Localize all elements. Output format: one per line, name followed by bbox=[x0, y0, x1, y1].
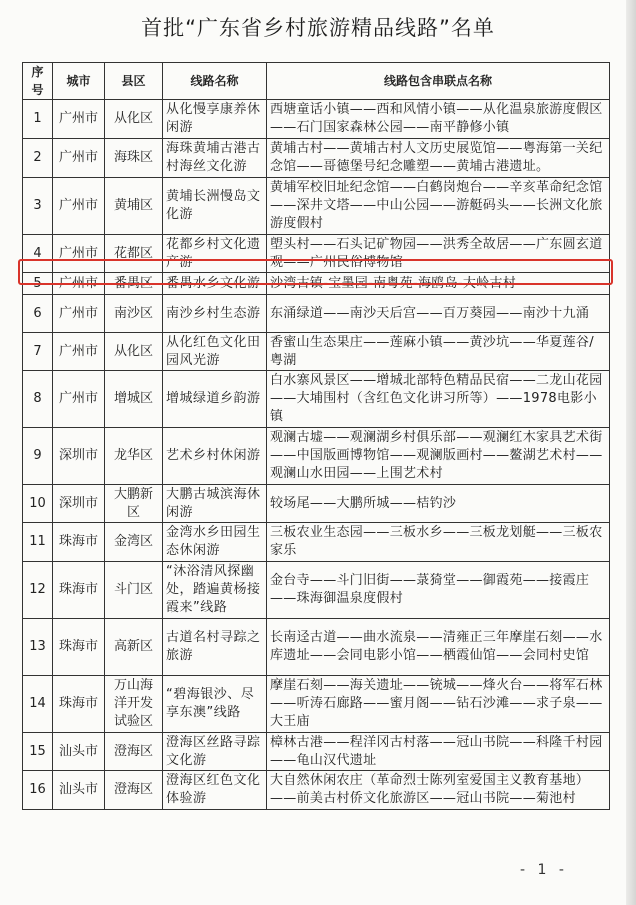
row-route-name: 从化红色文化田园风光游 bbox=[163, 333, 267, 371]
row-route-name: 花都乡村文化遗产游 bbox=[163, 235, 267, 273]
row-route-name: 海珠黄埔古港古村海丝文化游 bbox=[163, 139, 267, 178]
row-city: 珠海市 bbox=[53, 523, 105, 562]
row-route-name: 澄海区红色文化体验游 bbox=[163, 771, 267, 810]
row-city: 汕头市 bbox=[53, 733, 105, 771]
row-district: 龙华区 bbox=[105, 428, 163, 485]
row-city: 珠海市 bbox=[53, 676, 105, 733]
row-district: 番禺区 bbox=[105, 273, 163, 295]
row-district: 从化区 bbox=[105, 333, 163, 371]
row-number: 5 bbox=[23, 273, 53, 295]
page-number: - 1 - bbox=[520, 862, 568, 878]
row-route-points: 黄埔军校旧址纪念馆——白鹤岗炮台——辛亥革命纪念馆——深井文塔——中山公园——游艇码头——长洲文化旅游度假村 bbox=[267, 178, 610, 235]
row-district: 澄海区 bbox=[105, 733, 163, 771]
row-district: 黄埔区 bbox=[105, 178, 163, 235]
row-number: 11 bbox=[23, 523, 53, 562]
row-route-name: 澄海区丝路寻踪文化游 bbox=[163, 733, 267, 771]
row-route-points: 东涌绿道——南沙天后宫——百万葵园——南沙十九涌 bbox=[267, 295, 610, 333]
row-number: 3 bbox=[23, 178, 53, 235]
table-row bbox=[23, 371, 610, 428]
table-row bbox=[23, 295, 610, 333]
row-city: 广州市 bbox=[53, 100, 105, 139]
row-5-highlight-box bbox=[18, 259, 613, 285]
table-row bbox=[23, 485, 610, 523]
table-row bbox=[23, 523, 610, 562]
row-route-points: 金台寺——斗门旧街——菉猗堂——御霞苑——接霞庄——珠海御温泉度假村 bbox=[267, 562, 610, 619]
row-district: 金湾区 bbox=[105, 523, 163, 562]
row-number: 1 bbox=[23, 100, 53, 139]
row-number: 6 bbox=[23, 295, 53, 333]
row-city: 深圳市 bbox=[53, 485, 105, 523]
table-body bbox=[23, 100, 610, 810]
row-district: 海珠区 bbox=[105, 139, 163, 178]
row-district: 从化区 bbox=[105, 100, 163, 139]
table-row bbox=[23, 139, 610, 178]
row-number: 12 bbox=[23, 562, 53, 619]
table-row bbox=[23, 333, 610, 371]
row-number: 13 bbox=[23, 619, 53, 676]
row-number: 14 bbox=[23, 676, 53, 733]
row-number: 16 bbox=[23, 771, 53, 810]
row-route-points: 塱头村——石头记矿物园——洪秀全故居——广东圆玄道观——广州民俗博物馆 bbox=[267, 235, 610, 273]
route-list-table bbox=[22, 62, 610, 810]
row-city: 广州市 bbox=[53, 178, 105, 235]
row-route-name: “碧海银沙、尽享东澳”线路 bbox=[163, 676, 267, 733]
paper-edge-shadow bbox=[626, 0, 636, 905]
row-route-points: 香蜜山生态果庄——莲麻小镇——黄沙坑——华夏莲谷/粤湖 bbox=[267, 333, 610, 371]
row-route-name: 金湾水乡田园生态休闲游 bbox=[163, 523, 267, 562]
row-route-points: 樟林古港——程洋冈古村落——冠山书院——科隆千村园——龟山汉代遗址 bbox=[267, 733, 610, 771]
table-row bbox=[23, 771, 610, 810]
row-district: 澄海区 bbox=[105, 771, 163, 810]
row-district: 高新区 bbox=[105, 619, 163, 676]
row-district: 大鹏新区 bbox=[105, 485, 163, 523]
table-row bbox=[23, 733, 610, 771]
table-row bbox=[23, 428, 610, 485]
row-route-points: 大自然休闲农庄（革命烈士陈列室爱国主义教育基地）——前美古村侨文化旅游区——冠山书院——菊池村 bbox=[267, 771, 610, 810]
row-district: 花都区 bbox=[105, 235, 163, 273]
row-city: 深圳市 bbox=[53, 428, 105, 485]
row-route-name: “沐浴清风探幽处，踏遍黄杨接霞来”线路 bbox=[163, 562, 267, 619]
row-city: 珠海市 bbox=[53, 619, 105, 676]
row-number: 7 bbox=[23, 333, 53, 371]
row-route-name: 增城绿道乡韵游 bbox=[163, 371, 267, 428]
row-route-name: 从化慢享康养休闲游 bbox=[163, 100, 267, 139]
row-route-name: 古道名村寻踪之旅游 bbox=[163, 619, 267, 676]
row-route-points: 沙湾古镇-宝墨园-南粤苑-海鸥岛-大岭古村 bbox=[267, 273, 610, 295]
table-row bbox=[23, 562, 610, 619]
row-route-name: 番禺水乡文化游 bbox=[163, 273, 267, 295]
row-route-name: 大鹏古城滨海休闲游 bbox=[163, 485, 267, 523]
header-route-name: 线路名称 bbox=[163, 63, 267, 100]
row-number: 2 bbox=[23, 139, 53, 178]
row-district: 斗门区 bbox=[105, 562, 163, 619]
row-number: 9 bbox=[23, 428, 53, 485]
row-route-points: 西塘童话小镇——西和风情小镇——从化温泉旅游度假区——石门国家森林公园——南平静修小镇 bbox=[267, 100, 610, 139]
table-header-row bbox=[23, 63, 610, 100]
row-number: 4 bbox=[23, 235, 53, 273]
row-route-points: 较场尾——大鹏所城——桔钓沙 bbox=[267, 485, 610, 523]
header-district: 县区 bbox=[105, 63, 163, 100]
row-number: 15 bbox=[23, 733, 53, 771]
row-route-points: 白水寨风景区——增城北部特色精品民宿——二龙山花园——大埔围村（含红色文化讲习所等）——1978电影小镇 bbox=[267, 371, 610, 428]
row-route-points: 三板农业生态园——三板水乡——三板龙划艇——三板农家乐 bbox=[267, 523, 610, 562]
row-city: 广州市 bbox=[53, 371, 105, 428]
page-title: 首批“广东省乡村旅游精品线路”名单 bbox=[141, 16, 495, 40]
row-route-points: 长南迳古道——曲水流泉——清雍正三年摩崖石刻——水库遗址——会同电影小馆——栖霞仙馆——会同村史馆 bbox=[267, 619, 610, 676]
row-number: 8 bbox=[23, 371, 53, 428]
header-route-points: 线路包含串联点名称 bbox=[267, 63, 610, 100]
table-row bbox=[23, 619, 610, 676]
row-city: 广州市 bbox=[53, 295, 105, 333]
row-route-name: 南沙乡村生态游 bbox=[163, 295, 267, 333]
table-row bbox=[23, 178, 610, 235]
row-city: 广州市 bbox=[53, 273, 105, 295]
row-city: 广州市 bbox=[53, 235, 105, 273]
row-route-name: 艺术乡村休闲游 bbox=[163, 428, 267, 485]
row-city: 汕头市 bbox=[53, 771, 105, 810]
table-row bbox=[23, 676, 610, 733]
row-route-points: 摩崖石刻——海关遗址——铳城——烽火台——将军石林——听涛石廊路——蜜月阁——钻石沙滩——求子泉——大王庙 bbox=[267, 676, 610, 733]
header-city: 城市 bbox=[53, 63, 105, 100]
row-district: 增城区 bbox=[105, 371, 163, 428]
row-city: 广州市 bbox=[53, 333, 105, 371]
row-city: 珠海市 bbox=[53, 562, 105, 619]
row-route-points: 黄埔古村——黄埔古村人文历史展览馆——粤海第一关纪念馆——哥德堡号纪念雕塑——黄埔古港遗址。 bbox=[267, 139, 610, 178]
table-row bbox=[23, 100, 610, 139]
row-district: 南沙区 bbox=[105, 295, 163, 333]
row-city: 广州市 bbox=[53, 139, 105, 178]
row-number: 10 bbox=[23, 485, 53, 523]
row-route-name: 黄埔长洲慢岛文化游 bbox=[163, 178, 267, 235]
header-no: 序号 bbox=[23, 63, 53, 100]
row-district: 万山海洋开发试验区 bbox=[105, 676, 163, 733]
row-route-points: 观澜古墟——观澜湖乡村俱乐部——观澜红木家具艺术街——中国版画博物馆——观澜版画村——鳌湖艺术村——观澜山水田园——上围艺术村 bbox=[267, 428, 610, 485]
